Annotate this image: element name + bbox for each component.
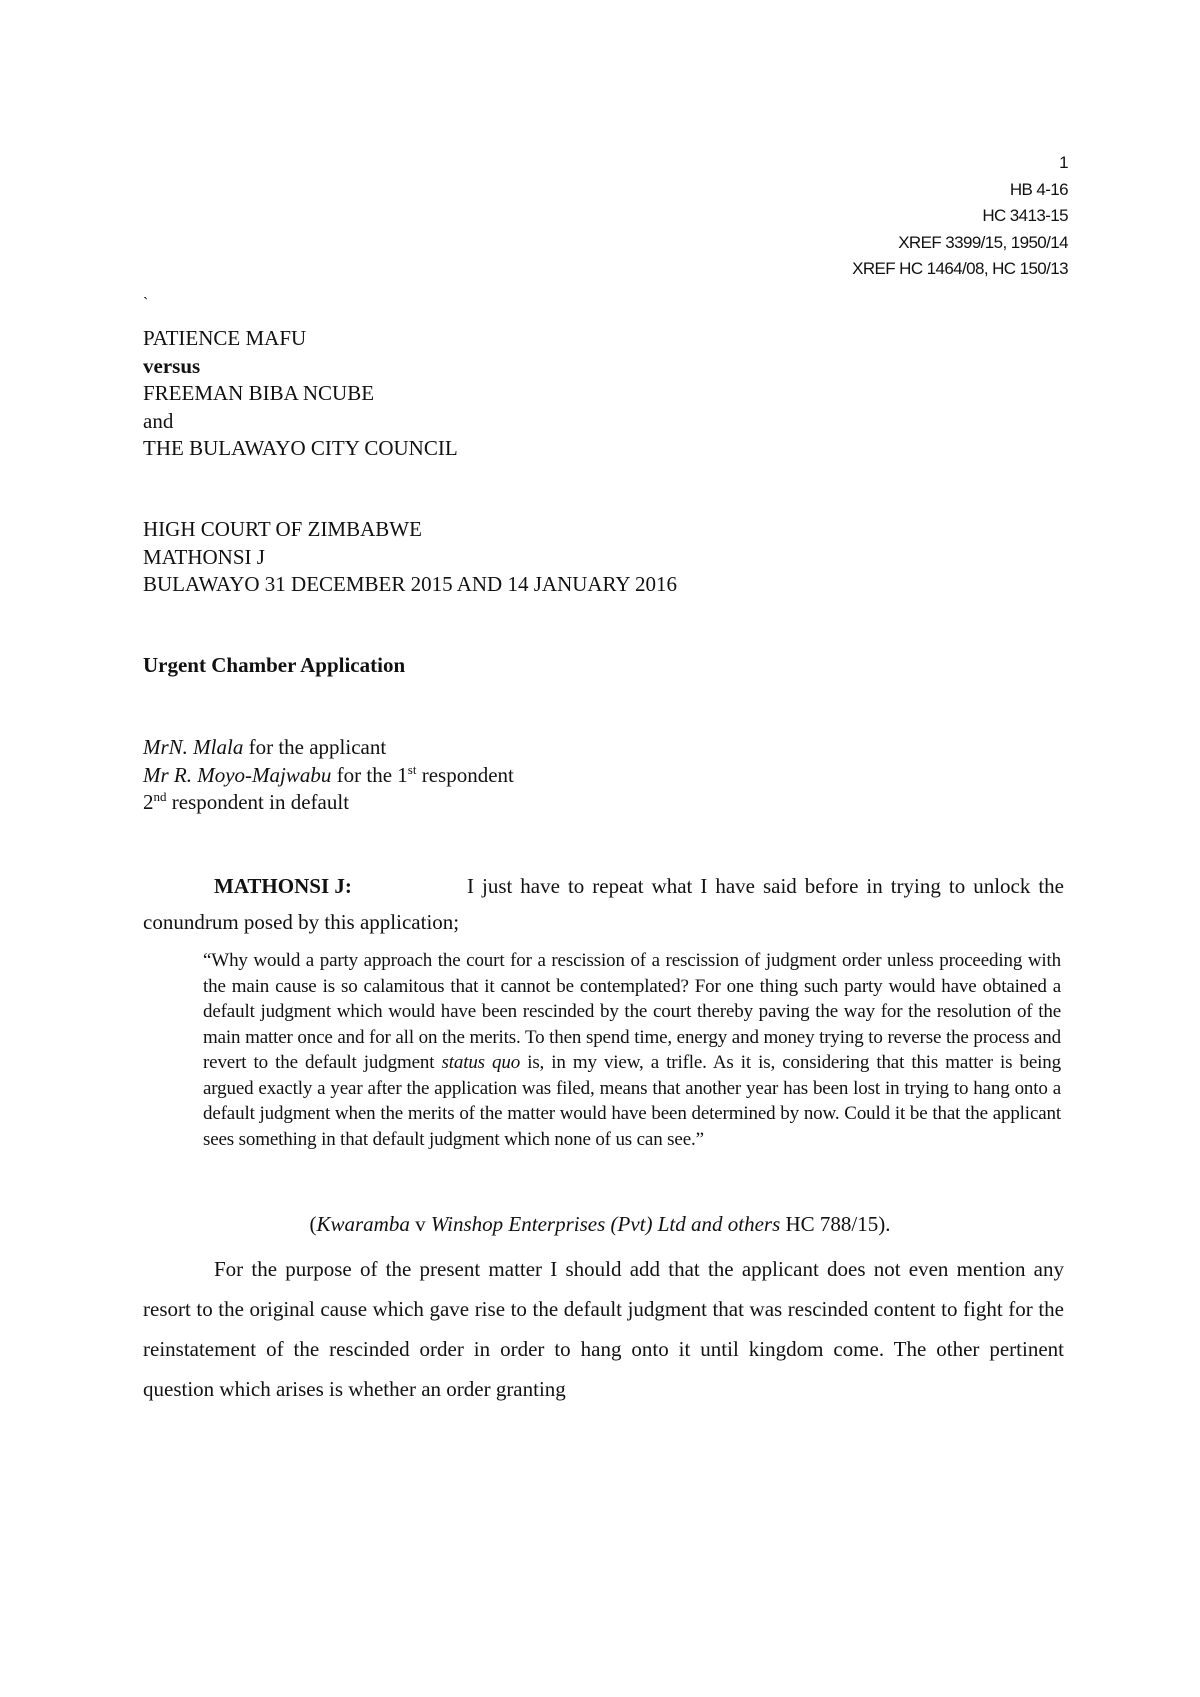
- judge-heading: MATHONSI J:: [214, 874, 352, 898]
- applicant-counsel: [143, 734, 514, 762]
- counsel-block: [143, 734, 514, 817]
- quote-text-2: is, in my view, a trifle. As it is, considering that this matter is being argued exactly a year after the application was filed, means that another year has been lost in trying to hang onto a default judgment when the merits of the matter would have been determined by now. Could it be that the applicant sees something in that default judgment which none of us can see.”: [203, 1052, 1061, 1150]
- ordinal-suffix-st: st: [407, 761, 417, 777]
- versus-label: versus: [143, 353, 201, 378]
- parties-block: [143, 325, 458, 463]
- citation-versus: v: [409, 1212, 431, 1236]
- citation-open-paren: (: [309, 1212, 317, 1236]
- first-respondent-counsel-role-end: respondent: [416, 762, 514, 787]
- citation-reference: HC 788/15).: [780, 1212, 891, 1236]
- opening-line-1: [143, 868, 1064, 904]
- case-number: HC 3413-15: [982, 206, 1068, 225]
- ordinal-suffix-nd: nd: [153, 789, 167, 804]
- first-respondent-name: FREEMAN BIBA NCUBE: [143, 381, 375, 405]
- header-reference-block: [852, 150, 1068, 283]
- first-respondent-counsel: [143, 762, 514, 790]
- cross-reference-1: XREF 3399/15, 1950/14: [898, 232, 1068, 252]
- second-respondent-status: [143, 789, 514, 817]
- page-number: 1: [1059, 153, 1068, 172]
- court-block: [143, 516, 677, 599]
- applicant-counsel-role: for the applicant: [243, 735, 387, 759]
- cross-reference-2: XREF HC 1464/08, HC 150/13: [852, 259, 1068, 278]
- opening-paragraph: [143, 868, 1064, 940]
- applicant-counsel-name: MrN. Mlala: [143, 735, 244, 759]
- quote-text-1: “Why would a party approach the court for a rescission of a rescission of judgment order unless proceeding with the main cause is so calamitous that it cannot be contemplated? For one thing such party would have obtained a default judgment which would have been rescinded by the court thereby paving the way for the resolution of the main matter once and for all on the merits. To then spend time, energy and money trying to reverse the process and revert to the default judgment: [203, 950, 1061, 1073]
- opening-text-1: I just have to repeat what I have said before in trying to unlock the: [467, 874, 1064, 898]
- application-type: Urgent Chamber Application: [143, 653, 406, 677]
- body-paragraph-text: For the purpose of the present matter I should add that the applicant does not even mention any resort to the original cause which gave rise to the default judgment that was rescinded content to fight for the reinstatement of the rescinded order in order to hang onto it until kingdom come. The other pertinent question which arises is whether an order granting: [143, 1257, 1064, 1401]
- body-paragraph: [143, 1249, 1064, 1409]
- first-respondent-counsel-name: Mr R. Moyo-Majwabu: [143, 762, 332, 787]
- ordinal-number-2: 2: [143, 790, 154, 814]
- opening-text-2: conundrum posed by this application;: [143, 910, 460, 934]
- applicant-name: PATIENCE MAFU: [143, 326, 307, 350]
- second-respondent-name: THE BULAWAYO CITY COUNCIL: [143, 436, 458, 460]
- hearing-dates: BULAWAYO 31 DECEMBER 2015 AND 14 JANUARY 2016: [143, 572, 678, 596]
- case-citation: [0, 1212, 1200, 1237]
- second-respondent-default-text: respondent in default: [166, 790, 350, 814]
- block-quote: [203, 948, 1061, 1152]
- quote-italic-term: status quo: [441, 1052, 521, 1073]
- judgment-reference: HB 4-16: [1009, 179, 1068, 199]
- citation-party-b: Winshop Enterprises (Pvt) Ltd and others: [430, 1212, 781, 1236]
- court-name: HIGH COURT OF ZIMBABWE: [143, 517, 422, 541]
- stray-mark: `: [143, 295, 149, 312]
- judge-name: MATHONSI J: [143, 544, 265, 569]
- first-respondent-counsel-role: for the 1: [331, 762, 408, 787]
- citation-party-a: Kwaramba: [316, 1212, 410, 1236]
- and-label: and: [143, 408, 174, 433]
